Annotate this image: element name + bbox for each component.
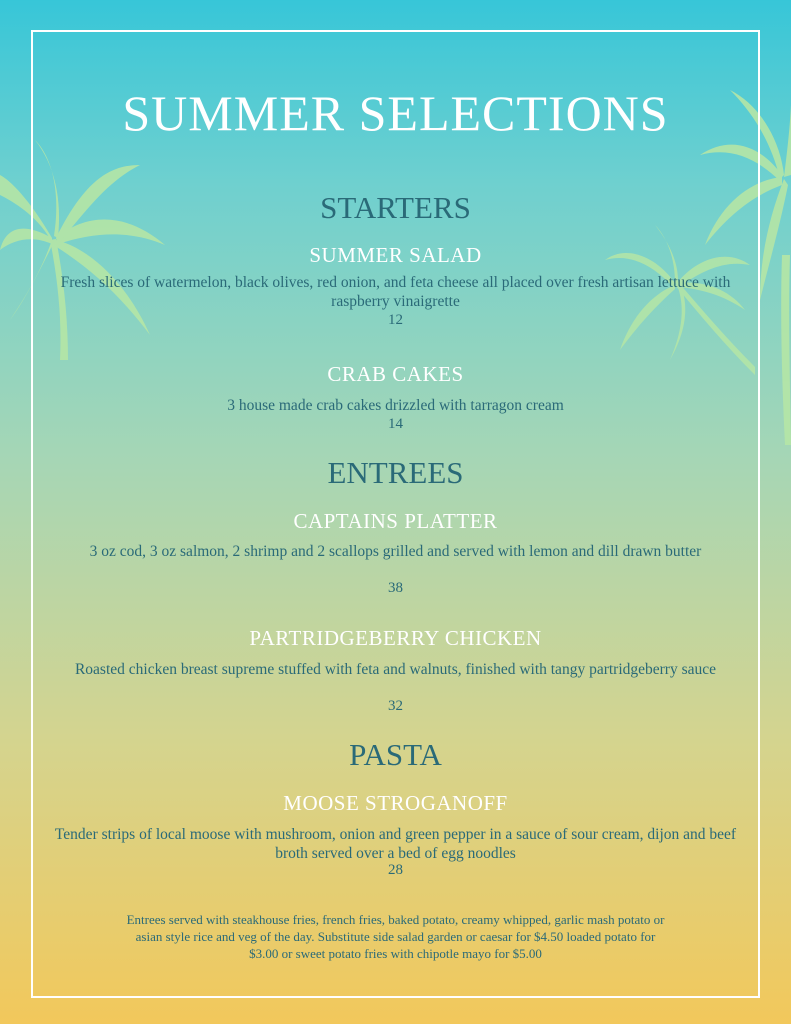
item-description-moose-stroganoff: Tender strips of local moose with mushroom, onion and green pepper in a sauce of sour cream, dijon and beef broth served over a bed of egg noodles <box>54 826 737 862</box>
item-description-summer-salad: Fresh slices of watermelon, black olives, red onion, and feta cheese all placed over fresh artisan lettuce with raspberry vinaigrette <box>60 274 731 310</box>
item-name-crab-cakes: CRAB CAKES <box>327 362 464 386</box>
item-price-moose-stroganoff: 28 <box>388 862 403 878</box>
section-title-entrees: ENTREES <box>327 455 464 490</box>
menu-title: SUMMER SELECTIONS <box>122 85 669 141</box>
item-name-moose-stroganoff: MOOSE STROGANOFF <box>283 791 508 815</box>
item-name-captains-platter: CAPTAINS PLATTER <box>293 509 498 533</box>
item-description-captains-platter: 3 oz cod, 3 oz salmon, 2 shrimp and 2 scallops grilled and served with lemon and dill drawn butter <box>89 543 702 560</box>
item-price-crab-cakes: 14 <box>388 416 403 432</box>
section-title-starters: STARTERS <box>320 190 471 225</box>
item-description-partridgeberry-chicken: Roasted chicken breast supreme stuffed with feta and walnuts, finished with tangy partridgeberry sauce <box>74 661 717 678</box>
item-description-crab-cakes: 3 house made crab cakes drizzled with tarragon cream <box>227 397 564 414</box>
sides-footnote: Entrees served with steakhouse fries, french fries, baked potato, creamy whipped, garlic mash potato or asian style rice and veg of the day. Substitute side salad garden or caesar for $4.50 loaded potato for $3.00 or sweet potato fries with chipotle mayo for $5.00 <box>126 912 665 961</box>
item-name-summer-salad: SUMMER SALAD <box>309 243 482 267</box>
item-price-partridgeberry-chicken: 32 <box>388 698 403 714</box>
item-name-partridgeberry-chicken: PARTRIDGEBERRY CHICKEN <box>249 626 542 650</box>
item-price-summer-salad: 12 <box>388 312 403 328</box>
item-price-captains-platter: 38 <box>388 580 403 596</box>
section-title-pasta: PASTA <box>349 737 442 772</box>
